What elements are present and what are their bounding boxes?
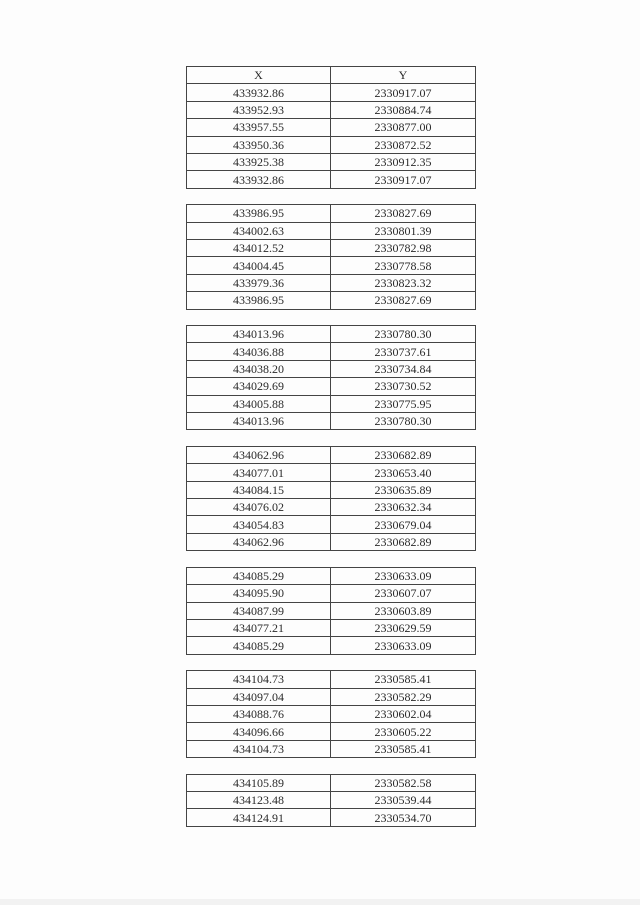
y-value: 2330605.22 <box>331 723 476 740</box>
coordinate-table-2 <box>186 204 476 309</box>
table-row <box>187 602 476 619</box>
x-value: 434123.48 <box>187 792 331 809</box>
table-row <box>187 343 476 360</box>
x-value: 434062.96 <box>187 446 331 463</box>
x-value: 434104.73 <box>187 740 331 757</box>
y-value: 2330682.89 <box>331 446 476 463</box>
table-row <box>187 413 476 430</box>
x-value: 434105.89 <box>187 774 331 791</box>
x-value: 434085.29 <box>187 637 331 654</box>
y-value: 2330737.61 <box>331 343 476 360</box>
x-value: 433952.93 <box>187 101 331 118</box>
table-row <box>187 101 476 118</box>
x-value: 434077.01 <box>187 464 331 481</box>
column-header-y: Y <box>331 67 476 84</box>
x-value: 433932.86 <box>187 171 331 188</box>
y-value: 2330912.35 <box>331 153 476 170</box>
coordinate-tables <box>186 66 475 842</box>
table-row <box>187 395 476 412</box>
table-row <box>187 774 476 791</box>
y-value: 2330539.44 <box>331 792 476 809</box>
column-header-x: X <box>187 67 331 84</box>
table-row <box>187 446 476 463</box>
y-value: 2330780.30 <box>331 413 476 430</box>
table-row <box>187 740 476 757</box>
x-value: 434096.66 <box>187 723 331 740</box>
x-value: 434013.96 <box>187 326 331 343</box>
coordinate-table-6 <box>186 670 476 758</box>
y-value: 2330633.09 <box>331 637 476 654</box>
y-value: 2330823.32 <box>331 274 476 291</box>
x-value: 434029.69 <box>187 378 331 395</box>
table-row <box>187 619 476 636</box>
table-row <box>187 326 476 343</box>
y-value: 2330780.30 <box>331 326 476 343</box>
x-value: 434062.96 <box>187 533 331 550</box>
y-value: 2330582.29 <box>331 688 476 705</box>
y-value: 2330775.95 <box>331 395 476 412</box>
table-row <box>187 360 476 377</box>
coordinate-table-3 <box>186 325 476 430</box>
y-value: 2330585.41 <box>331 671 476 688</box>
table-row <box>187 153 476 170</box>
table-row <box>187 792 476 809</box>
table-row <box>187 809 476 826</box>
table-row <box>187 257 476 274</box>
y-value: 2330607.07 <box>331 585 476 602</box>
y-value: 2330582.58 <box>331 774 476 791</box>
y-value: 2330917.07 <box>331 171 476 188</box>
table-row <box>187 222 476 239</box>
table-row <box>187 499 476 516</box>
x-value: 434005.88 <box>187 395 331 412</box>
table-row <box>187 292 476 309</box>
table-row <box>187 84 476 101</box>
table-row <box>187 240 476 257</box>
x-value: 434036.88 <box>187 343 331 360</box>
x-value: 433957.55 <box>187 119 331 136</box>
table-row <box>187 671 476 688</box>
y-value: 2330629.59 <box>331 619 476 636</box>
x-value: 433925.38 <box>187 153 331 170</box>
x-value: 434038.20 <box>187 360 331 377</box>
table-row <box>187 205 476 222</box>
coordinate-table-1 <box>186 66 476 189</box>
y-value: 2330682.89 <box>331 533 476 550</box>
y-value: 2330633.09 <box>331 567 476 584</box>
page-bottom-edge <box>0 899 640 905</box>
y-value: 2330635.89 <box>331 481 476 498</box>
table-row <box>187 136 476 153</box>
y-value: 2330653.40 <box>331 464 476 481</box>
table-row <box>187 378 476 395</box>
table-row <box>187 723 476 740</box>
coordinate-table-4 <box>186 446 476 551</box>
x-value: 434095.90 <box>187 585 331 602</box>
x-value: 434124.91 <box>187 809 331 826</box>
x-value: 434076.02 <box>187 499 331 516</box>
x-value: 433932.86 <box>187 84 331 101</box>
x-value: 434084.15 <box>187 481 331 498</box>
y-value: 2330782.98 <box>331 240 476 257</box>
table-row <box>187 274 476 291</box>
x-value: 434004.45 <box>187 257 331 274</box>
table-row <box>187 585 476 602</box>
x-value: 433979.36 <box>187 274 331 291</box>
y-value: 2330730.52 <box>331 378 476 395</box>
x-value: 433986.95 <box>187 205 331 222</box>
x-value: 434002.63 <box>187 222 331 239</box>
x-value: 434088.76 <box>187 706 331 723</box>
x-value: 434077.21 <box>187 619 331 636</box>
x-value: 433950.36 <box>187 136 331 153</box>
y-value: 2330602.04 <box>331 706 476 723</box>
x-value: 434054.83 <box>187 516 331 533</box>
x-value: 434104.73 <box>187 671 331 688</box>
x-value: 434085.29 <box>187 567 331 584</box>
y-value: 2330778.58 <box>331 257 476 274</box>
table-row <box>187 533 476 550</box>
table-row <box>187 567 476 584</box>
y-value: 2330827.69 <box>331 292 476 309</box>
y-value: 2330801.39 <box>331 222 476 239</box>
x-value: 434012.52 <box>187 240 331 257</box>
y-value: 2330603.89 <box>331 602 476 619</box>
y-value: 2330734.84 <box>331 360 476 377</box>
table-row <box>187 171 476 188</box>
x-value: 434013.96 <box>187 413 331 430</box>
header-row <box>187 67 476 84</box>
coordinate-table-5 <box>186 567 476 655</box>
table-row <box>187 637 476 654</box>
y-value: 2330827.69 <box>331 205 476 222</box>
y-value: 2330679.04 <box>331 516 476 533</box>
table-row <box>187 481 476 498</box>
table-row <box>187 464 476 481</box>
y-value: 2330534.70 <box>331 809 476 826</box>
y-value: 2330872.52 <box>331 136 476 153</box>
table-row <box>187 688 476 705</box>
x-value: 434097.04 <box>187 688 331 705</box>
y-value: 2330632.34 <box>331 499 476 516</box>
table-row <box>187 706 476 723</box>
coordinate-table-7 <box>186 774 476 827</box>
table-row <box>187 516 476 533</box>
y-value: 2330884.74 <box>331 101 476 118</box>
table-row <box>187 119 476 136</box>
x-value: 433986.95 <box>187 292 331 309</box>
y-value: 2330585.41 <box>331 740 476 757</box>
y-value: 2330917.07 <box>331 84 476 101</box>
x-value: 434087.99 <box>187 602 331 619</box>
y-value: 2330877.00 <box>331 119 476 136</box>
